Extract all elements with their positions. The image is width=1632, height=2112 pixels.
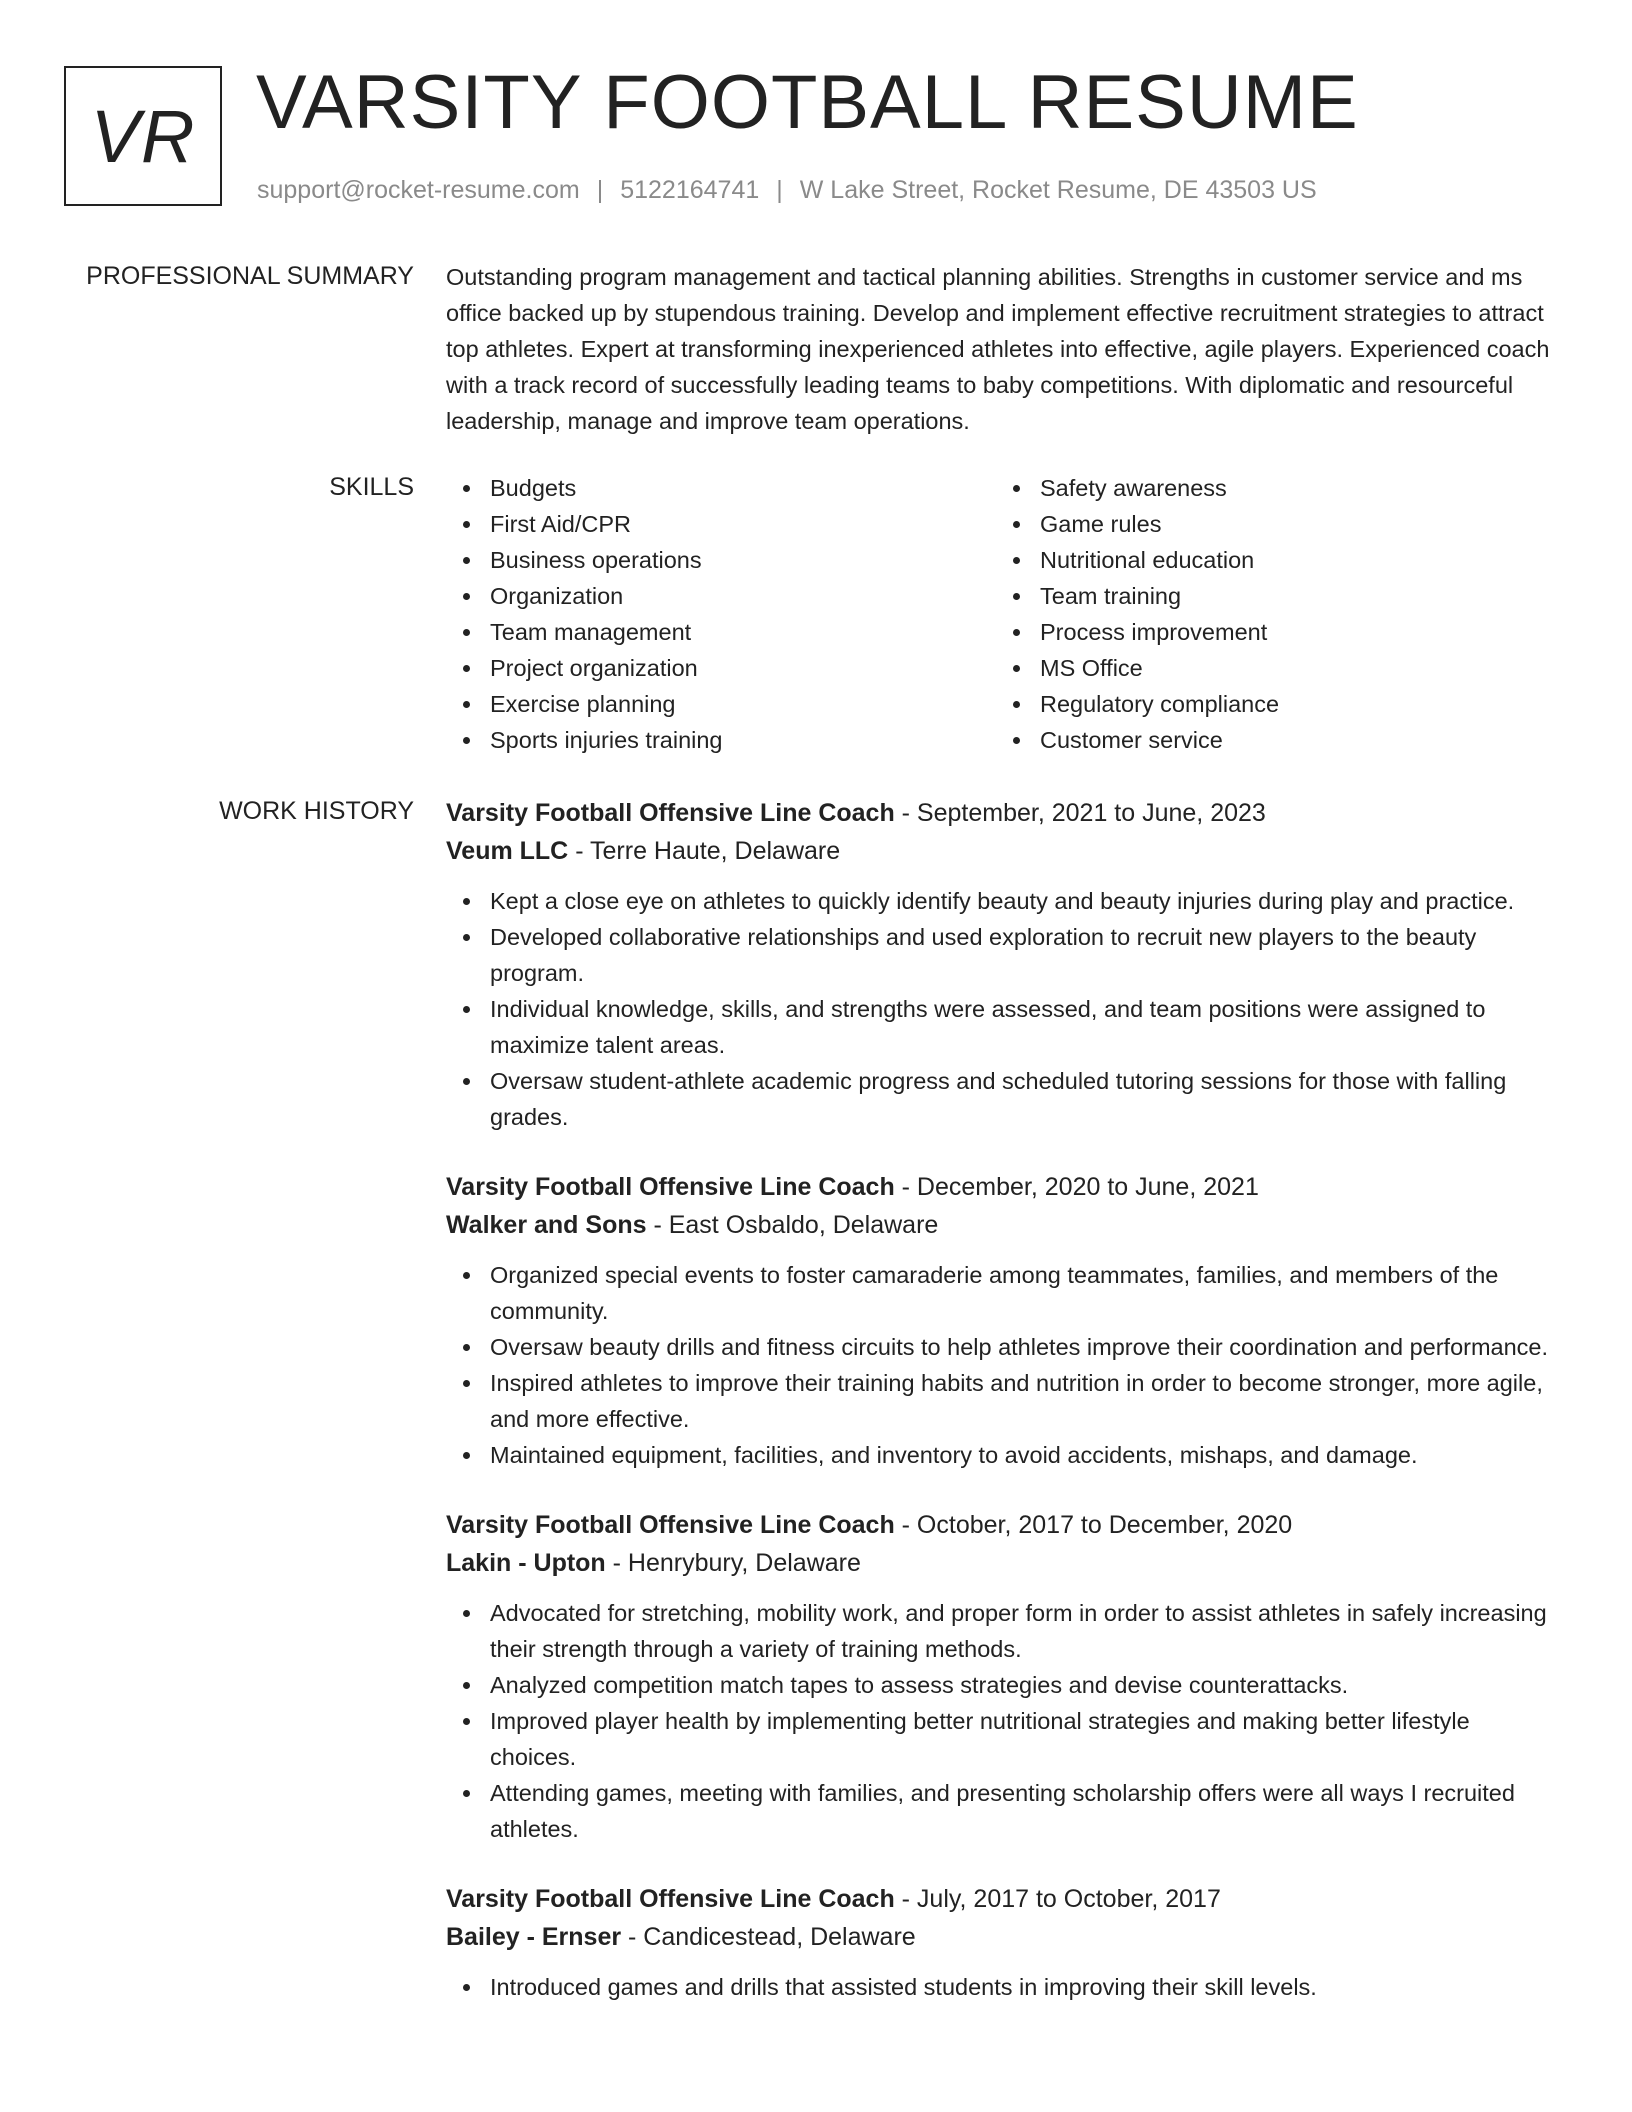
skill-item: First Aid/CPR (446, 506, 723, 542)
job-bullet: Attending games, meeting with families, and presenting scholarship offers were all ways I recruited athletes. (446, 1775, 1561, 1847)
contact-email[interactable]: support@rocket-resume.com (257, 176, 580, 204)
job-bullet: Inspired athletes to improve their training habits and nutrition in order to become stronger, more agile, and more effective. (446, 1365, 1561, 1437)
skill-item: Process improvement (996, 614, 1279, 650)
job-company: Lakin - Upton (446, 1549, 606, 1577)
job-bullets (446, 883, 1561, 1135)
job-title-line (446, 1168, 1561, 1206)
job-bullet: Introduced games and drills that assisted students in improving their skill levels. (446, 1969, 1561, 2005)
skill-item: MS Office (996, 650, 1279, 686)
skill-item: Nutritional education (996, 542, 1279, 578)
skill-item: Exercise planning (446, 686, 723, 722)
skill-item: Team training (996, 578, 1279, 614)
contact-address: W Lake Street, Rocket Resume, DE 43503 US (799, 176, 1317, 204)
skill-item: Regulatory compliance (996, 686, 1279, 722)
job-bullet: Advocated for stretching, mobility work, and proper form in order to assist athletes in safely increasing their strength through a variety of training methods. (446, 1595, 1561, 1667)
job-dates: - December, 2020 to June, 2021 (894, 1173, 1259, 1201)
skills-section (446, 470, 1561, 760)
job-title: Varsity Football Offensive Line Coach (446, 1173, 895, 1201)
job-title: Varsity Football Offensive Line Coach (446, 799, 895, 827)
job-title-line (446, 1880, 1561, 1918)
job-company-line (446, 1918, 1561, 1956)
work-history-section (446, 794, 1561, 2038)
job-dates: - September, 2021 to June, 2023 (894, 799, 1266, 827)
job-location: - Terre Haute, Delaware (568, 837, 841, 865)
job-bullets (446, 1595, 1561, 1847)
job-company: Bailey - Ernser (446, 1923, 622, 1951)
job-title-line (446, 794, 1561, 832)
work-history-heading: WORK HISTORY (219, 797, 414, 825)
monogram-box (64, 66, 222, 206)
job-title-line (446, 1506, 1561, 1544)
job-location: - Henrybury, Delaware (605, 1549, 861, 1577)
job-bullet: Analyzed competition match tapes to assess strategies and devise counterattacks. (446, 1667, 1561, 1703)
job-bullet: Oversaw student-athlete academic progress and scheduled tutoring sessions for those with falling grades. (446, 1063, 1561, 1135)
job-entry (446, 794, 1561, 1135)
job-bullet: Developed collaborative relationships and used exploration to recruit new players to the beauty program. (446, 919, 1561, 991)
monogram-initials: VR (90, 94, 196, 178)
job-company-line (446, 1206, 1561, 1244)
job-company-line (446, 1544, 1561, 1582)
job-company-line (446, 832, 1561, 870)
job-entry (446, 1168, 1561, 1473)
summary-heading: PROFESSIONAL SUMMARY (86, 262, 414, 290)
skills-list-right (996, 470, 1279, 758)
job-title: Varsity Football Offensive Line Coach (446, 1511, 895, 1539)
job-location: - Candicestead, Delaware (621, 1923, 916, 1951)
job-title: Varsity Football Offensive Line Coach (446, 1885, 895, 1913)
skills-heading: SKILLS (329, 473, 414, 501)
skill-item: Team management (446, 614, 723, 650)
job-bullets (446, 1257, 1561, 1473)
skill-item: Safety awareness (996, 470, 1279, 506)
job-company: Walker and Sons (446, 1211, 647, 1239)
skill-item: Project organization (446, 650, 723, 686)
skill-item: Organization (446, 578, 723, 614)
contact-separator: | (776, 176, 783, 204)
contact-line (257, 174, 1317, 206)
summary-text: Outstanding program management and tactical planning abilities. Strengths in customer service and ms office backed up by stupendous training. Develop and implement effective recruitment strategies to attract top athletes. Expert at transforming inexperienced athletes into effective, agile players. Experienced coach with a track record of successfully leading teams to baby competitions. With diplomatic and resourceful leadership, manage and improve team operations. (446, 264, 1550, 434)
skill-item: Customer service (996, 722, 1279, 758)
resume-title: VARSITY FOOTBALL RESUME (256, 60, 1359, 145)
job-bullet: Kept a close eye on athletes to quickly identify beauty and beauty injuries during play and practice. (446, 883, 1561, 919)
contact-phone[interactable]: 5122164741 (620, 176, 760, 204)
contact-separator: | (596, 176, 604, 204)
job-bullet: Oversaw beauty drills and fitness circuits to help athletes improve their coordination and performance. (446, 1329, 1561, 1365)
job-dates: - July, 2017 to October, 2017 (894, 1885, 1221, 1913)
summary-section (446, 259, 1561, 439)
skill-item: Sports injuries training (446, 722, 723, 758)
job-bullet: Organized special events to foster camaraderie among teammates, families, and members of the community. (446, 1257, 1561, 1329)
job-location: - East Osbaldo, Delaware (646, 1211, 939, 1239)
job-dates: - October, 2017 to December, 2020 (894, 1511, 1293, 1539)
skill-item: Business operations (446, 542, 723, 578)
job-entry (446, 1506, 1561, 1847)
skill-item: Budgets (446, 470, 723, 506)
job-company: Veum LLC (446, 837, 569, 865)
job-bullet: Maintained equipment, facilities, and inventory to avoid accidents, mishaps, and damage. (446, 1437, 1561, 1473)
job-bullets (446, 1969, 1561, 2005)
skill-item: Game rules (996, 506, 1279, 542)
job-bullet: Individual knowledge, skills, and strengths were assessed, and team positions were assigned to maximize talent areas. (446, 991, 1561, 1063)
skills-list-left (446, 470, 723, 758)
job-bullet: Improved player health by implementing better nutritional strategies and making better lifestyle choices. (446, 1703, 1561, 1775)
job-entry (446, 1880, 1561, 2005)
